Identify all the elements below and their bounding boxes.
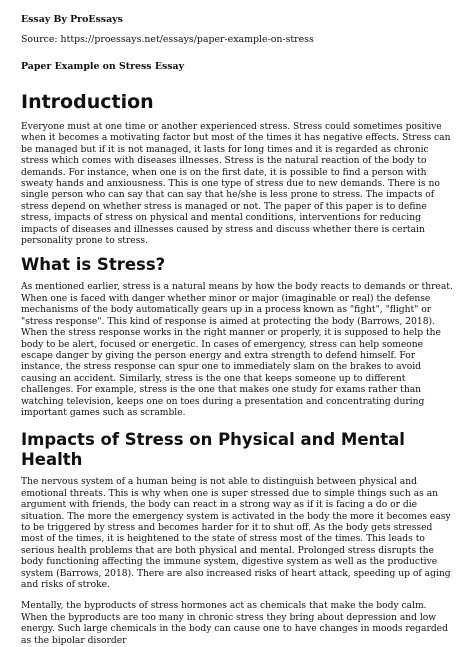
- document-title: Paper Example on Stress Essay: [21, 61, 185, 72]
- source-line: Source: https://proessays.net/essays/paper-example-on-stress: [21, 34, 314, 45]
- heading-what-is-stress: What is Stress?: [21, 255, 166, 275]
- essay-by-line: Essay By ProEssays: [21, 14, 123, 25]
- paragraph-introduction: Everyone must at one time or another experienced stress. Stress could sometimes positive when it becomes a motivating factor but most of the times it has negative effects. Stress can be managed but if it is not managed, it lasts for long times and it is regarded as chronic stress which comes with diseases illnesses. Stress is the natural reaction of the body to demands. For instance, when one is on the first date, it is possible to find a person with sweaty hands and anxiousness. This is one type of stress due to new demands. There is no single person who can say that can say that he/she is less prone to stress. The impacts of stress depend on whether stress is managed or not. The paper of this paper is to define stress, impacts of stress on physical and mental conditions, interventions for reducing impacts of diseases and illnesses caused by stress and discuss whether there is certain personality prone to stress.: [21, 122, 451, 247]
- paragraph-impacts-2: Mentally, the byproducts of stress hormones act as chemicals that make the body calm. When the byproducts are too many in chronic stress they bring about depression and low energy. Such large chemicals in the body can cause one to have changes in moods regarded as the bipolar disorder: [21, 601, 448, 646]
- heading-impacts: Impacts of Stress on Physical and Mental Health: [21, 430, 405, 470]
- heading-introduction: Introduction: [21, 91, 154, 113]
- paragraph-what-is-stress: As mentioned earlier, stress is a natural means by how the body reacts to demands or threat. When one is faced with danger whether minor or major (imaginable or real) the defense mechanisms of the body automatically gears up in a process known as "fight", "flight" or "stress response". This kind of response is aimed at protecting the body (Barrows, 2018). When the stress response works in the right manner or properly, it is supposed to help the body to be alert, focused or energetic. In cases of emergency, stress can help someone escape danger by giving the person energy and extra strength to defend himself. For instance, the stress response can spur one to immediately slam on the brakes to avoid causing an accident. Similarly, stress is the one that keeps someone up to different challenges. For example, stress is the one that makes one study for exams rather than watching television, keeps one on toes during a presentation and concentrating during important games such as scramble.: [21, 282, 453, 418]
- paragraph-impacts-1: The nervous system of a human being is not able to distinguish between physical and emotional threats. This is why when one is super stressed due to simple things such as an argument with friends, the body can react in a strong way as if it is facing a do or die situation. The more the emergency system is activated in the body the more it becomes easy to be triggered by stress and becomes harder for it to shut off. As the body gets stressed most of the times, it is heightened to the state of stress most of the times. This leads to serious health problems that are both physical and mental. Prolonged stress disrupts the body functioning affecting the immune system, digestive system as well as the productive system (Barrows, 2018). There are also increased risks of heart attack, speeding up of aging and risks of stroke.: [21, 477, 451, 590]
